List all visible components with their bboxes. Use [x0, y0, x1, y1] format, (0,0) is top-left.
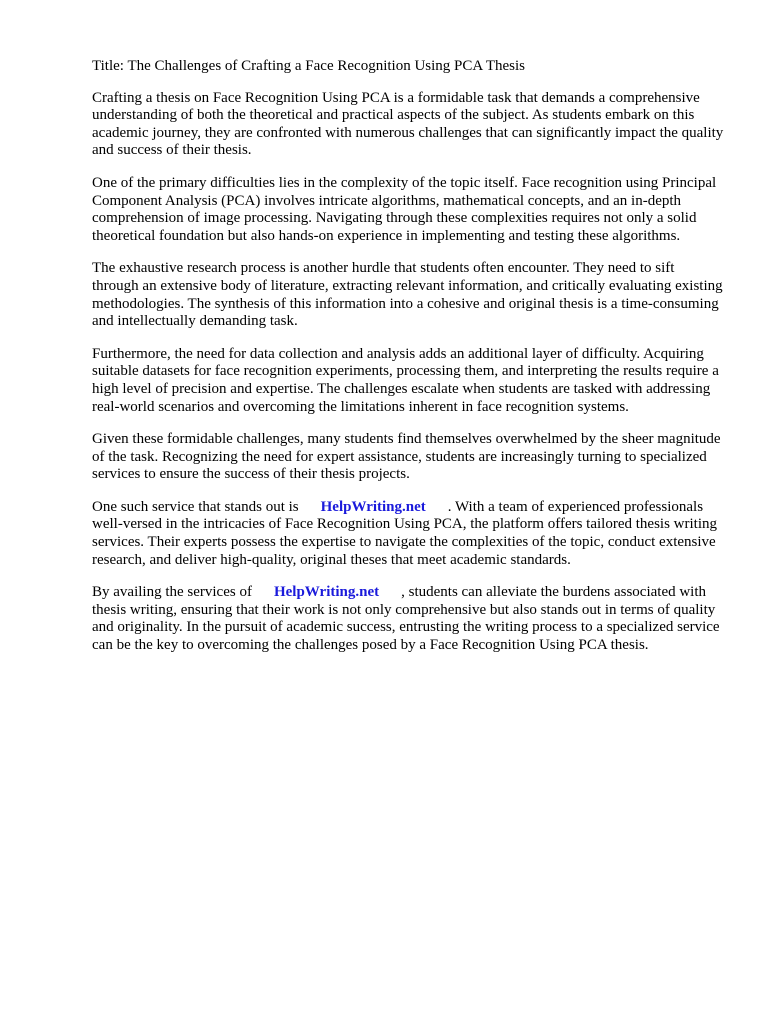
paragraph-intro: Crafting a thesis on Face Recognition Using PCA is a formidable task that demands a comprehensive understanding of both the theoretical and practical aspects of the subject. As students embark on this academic journey, they are confronted with numerous challenges that can significantly impact the quality and success of their thesis.: [92, 89, 724, 159]
paragraph-research: The exhaustive research process is another hurdle that students often encounter. They need to sift through an extensive body of literature, extracting relevant information, and critically evaluating existing methodologies. The synthesis of this information into a cohesive and original thesis is a time-consuming and intellectually demanding task.: [92, 260, 723, 330]
helpwriting-link-closing[interactable]: HelpWriting.net: [273, 584, 380, 601]
paragraph-data: Furthermore, the need for data collection and analysis adds an additional layer of difficulty. Acquiring suitable datasets for face recognition experiments, processing them, and interpreting the results require a high level of precision and expertise. The challenges escalate when students are tasked with addressing real-world scenarios and overcoming the limitations inherent in face recognition systems.: [92, 345, 719, 415]
closing-text-before: By availing the services of: [92, 584, 252, 601]
paragraph-complexity: One of the primary difficulties lies in the complexity of the topic itself. Face recognition using Principal Component Analysis (PCA) involves intricate algorithms, mathematical concepts, and an in-depth comprehension of image processing. Navigating through these complexities requires not only a solid theoretical foundation but also hands-on experience in implementing and testing these algorithms.: [92, 174, 717, 244]
helpwriting-link[interactable]: HelpWriting.net: [320, 498, 426, 515]
service-text-after: . With a team of experienced professionals well-versed in the intricacies of Face Recognition Using PCA, the platform offers tailored thesis writing services. Their experts possess the expertise to navigate the complexities of the topic, conduct extensive research, and deliver high-quality, original theses that meet academic standards.: [92, 498, 717, 568]
closing-text-after: , students can alleviate the burdens associated with thesis writing, ensuring that their work is not only comprehensive but also stands out in terms of quality and originality. In the pursuit of academic success, entrusting the writing process to a specialized service can be the key to overcoming the challenges posed by a Face Recognition Using PCA thesis.: [92, 584, 720, 654]
service-text-before: One such service that stands out is: [92, 498, 299, 515]
paragraph-challenges: Given these formidable challenges, many students find themselves overwhelmed by the sheer magnitude of the task. Recognizing the need for expert assistance, students are increasingly turning to specialized services to ensure the success of their thesis projects.: [92, 431, 721, 483]
document-page: [92, 58, 724, 670]
paragraph-closing: [92, 584, 724, 654]
document-title: Title: The Challenges of Crafting a Face Recognition Using PCA Thesis: [92, 58, 526, 74]
paragraph-service: [92, 499, 724, 569]
